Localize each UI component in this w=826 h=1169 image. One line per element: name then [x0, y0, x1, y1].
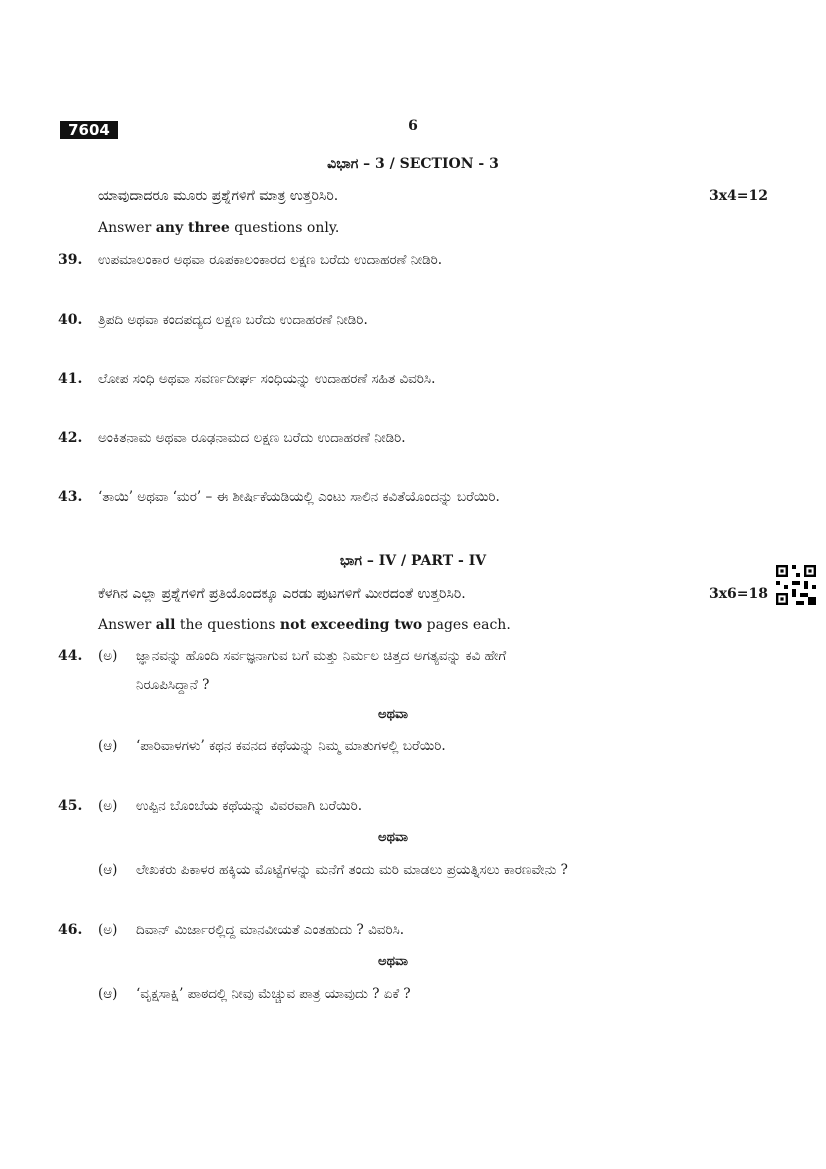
question-text: ಉಪಮಾಲಂಕಾರ ಅಥವಾ ರೂಪಕಾಲಂಕಾರದ ಲಕ್ಷಣ ಬರೆದು ಉದಾಹರಣೆ ನೀಡಿರಿ. — [98, 252, 443, 268]
option-a-text: ಜ್ಞಾನವನ್ನು ಹೊಂದಿ ಸರ್ವಜ್ಞನಾಗುವ ಬಗೆ ಮತ್ತು ನಿರ್ಮಲ ಚಿತ್ತದ ಅಗತ್ಯವನ್ನು ಕವಿ ಹೇಗೆ — [136, 648, 507, 664]
question-text: ‘ತಾಯಿ’ ಅಥವಾ ‘ಮರ’ – ಈ ಶೀರ್ಷಿಕೆಯಡಿಯಲ್ಲಿ ಎಂಟು ಸಾಲಿನ ಕವಿತೆಯೊಂದನ್ನು ಬರೆಯಿರಿ. — [98, 489, 500, 505]
part-4-instruction-kannada: ಕೆಳಗಿನ ಎಲ್ಲಾ ಪ್ರಶ್ನೆಗಳಿಗೆ ಪ್ರತಿಯೊಂದಕ್ಕೂ ಎರಡು ಪುಟಗಳಿಗೆ ಮೀರದಂತೆ ಉತ್ತರಿಸಿರಿ. — [98, 586, 466, 602]
qr-code-icon — [776, 565, 816, 605]
question-text: ತ್ರಿಪದಿ ಅಥವಾ ಕಂದಪದ್ಯದ ಲಕ್ಷಣ ಬರೆದು ಉದಾಹರಣೆ ನೀಡಿರಿ. — [98, 312, 368, 328]
option-a-label: (ಅ) — [98, 798, 118, 814]
section-3-instruction-english: Answer any three questions only. — [98, 220, 340, 236]
question-text: ಲೋಪ ಸಂಧಿ ಅಥವಾ ಸವರ್ಣದೀರ್ಘ ಸಂಧಿಯನ್ನು ಉದಾಹರಣೆ ಸಹಿತ ವಿವರಿಸಿ. — [98, 371, 436, 387]
option-b-label: (ಆ) — [98, 738, 118, 754]
option-a-text: ಉಪ್ಪಿನ ಬೊಂಬೆಯ ಕಥೆಯನ್ನು ವಿವರವಾಗಿ ಬರೆಯಿರಿ. — [136, 798, 363, 814]
option-a-label: (ಅ) — [98, 648, 118, 664]
part-4-heading: ಭಾಗ – IV / PART - IV — [339, 553, 487, 569]
part-4-marks: 3x6=18 — [708, 586, 768, 602]
option-b-text: ‘ವೃಕ್ಷಸಾಕ್ಷಿ’ ಪಾಠದಲ್ಲಿ ನೀವು ಮೆಚ್ಚುವ ಪಾತ್ರ ಯಾವುದು ? ಏಕೆ ? — [136, 986, 411, 1002]
question-text: ಅಂಕಿತನಾಮ ಅಥವಾ ರೂಢನಾಮದ ಲಕ್ಷಣ ಬರೆದು ಉದಾಹರಣೆ ನೀಡಿರಿ. — [98, 430, 406, 446]
or-divider: ಅಥವಾ — [378, 830, 408, 845]
option-b-text: ಲೇಖಕರು ಪಿಕಾಳರ ಹಕ್ಕಿಯ ಮೊಟ್ಟೆಗಳನ್ನು ಮನೆಗೆ ತಂದು ಮರಿ ಮಾಡಲು ಪ್ರಯತ್ನಿಸಲು ಕಾರಣವೇನು ? — [136, 862, 568, 878]
question-number: 39. — [58, 252, 83, 268]
or-divider: ಅಥವಾ — [378, 707, 408, 722]
option-b-label: (ಆ) — [98, 862, 118, 878]
question-number: 46. — [58, 922, 83, 938]
question-number: 43. — [58, 489, 83, 505]
section-3-heading: ವಿಭಾಗ – 3 / SECTION - 3 — [327, 156, 499, 172]
option-a-label: (ಅ) — [98, 922, 118, 938]
question-number: 40. — [58, 312, 83, 328]
part-4-instruction-english: Answer all the questions not exceeding two pages each. — [98, 617, 511, 633]
option-a-text-continued: ನಿರೂಪಿಸಿದ್ದಾನೆ ? — [136, 677, 210, 693]
option-a-text: ದಿವಾನ್ ಮಿರ್ಜಾರಲ್ಲಿದ್ದ ಮಾನವೀಯತೆ ಎಂತಹುದು ? ವಿವರಿಸಿ. — [136, 922, 405, 938]
option-b-text: ‘ಪಾರಿವಾಳಗಳು’ ಕಥನ ಕವನದ ಕಥೆಯನ್ನು ನಿಮ್ಮ ಮಾತುಗಳಲ್ಲಿ ಬರೆಯಿರಿ. — [136, 738, 446, 754]
question-number: 44. — [58, 648, 83, 664]
question-number: 42. — [58, 430, 83, 446]
paper-code-badge: 7604 — [60, 121, 118, 139]
section-3-instruction-kannada: ಯಾವುದಾದರೂ ಮೂರು ಪ್ರಶ್ನೆಗಳಿಗೆ ಮಾತ್ರ ಉತ್ತರಿಸಿರಿ. — [98, 188, 339, 204]
page-number: 6 — [408, 118, 418, 134]
question-number: 45. — [58, 798, 83, 814]
or-divider: ಅಥವಾ — [378, 954, 408, 969]
option-b-label: (ಆ) — [98, 986, 118, 1002]
question-number: 41. — [58, 371, 83, 387]
section-3-marks: 3x4=12 — [708, 188, 768, 204]
